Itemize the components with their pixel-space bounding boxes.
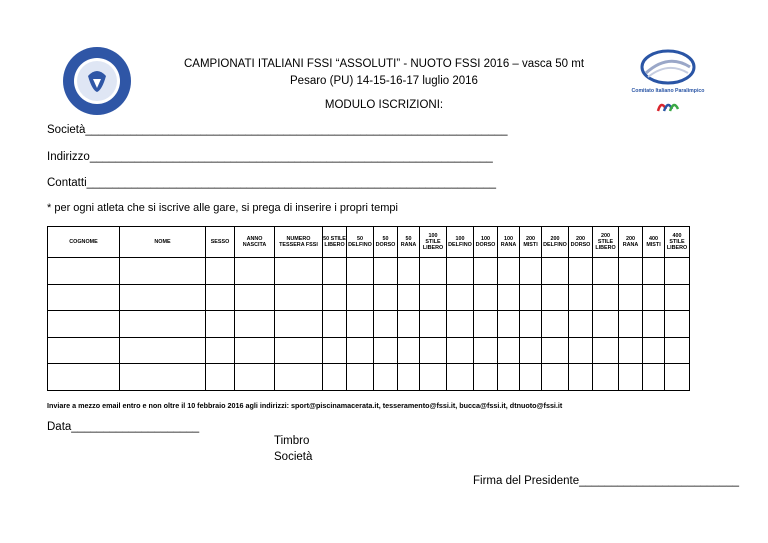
table-cell[interactable] [474, 258, 498, 285]
table-cell[interactable] [542, 337, 569, 364]
table-cell[interactable] [569, 258, 593, 285]
column-header-text: DELFINO [448, 242, 472, 248]
column-header-text: 50 [357, 235, 363, 242]
table-cell[interactable] [542, 311, 569, 338]
table-cell[interactable] [593, 284, 619, 311]
column-header-text: STILE [597, 238, 614, 245]
table-cell[interactable] [447, 284, 474, 311]
table-row [48, 311, 690, 338]
table-cell[interactable] [619, 284, 643, 311]
table-cell[interactable] [420, 337, 447, 364]
table-cell[interactable] [474, 364, 498, 391]
column-header-text: COGNOME [69, 238, 98, 245]
table-cell[interactable] [420, 284, 447, 311]
column-header [542, 227, 569, 258]
table-cell[interactable] [374, 258, 398, 285]
column-header-text: 100 [481, 235, 490, 242]
column-header-text: 200 [626, 235, 635, 242]
table-cell[interactable] [120, 311, 206, 338]
column-header-text: NOME [154, 238, 171, 245]
column-header-text: 100 [428, 232, 438, 239]
column-header-text: ANNO [246, 235, 263, 242]
table-cell[interactable] [420, 258, 447, 285]
column-header [619, 227, 643, 258]
column-header [474, 227, 498, 258]
table-cell[interactable] [398, 311, 420, 338]
table-cell[interactable] [619, 364, 643, 391]
table-cell[interactable] [275, 337, 323, 364]
column-header [520, 227, 542, 258]
contatti-field[interactable]: Contatti________________________________________________________________ [47, 177, 496, 189]
column-header-text: STILE [425, 238, 441, 245]
table-cell[interactable] [374, 364, 398, 391]
column-header [498, 227, 520, 258]
table-row [48, 284, 690, 311]
table-cell[interactable] [420, 364, 447, 391]
column-header-text: RANA [500, 242, 517, 248]
table-cell[interactable] [398, 284, 420, 311]
table-cell[interactable] [498, 258, 520, 285]
column-header [275, 227, 323, 258]
column-header [120, 227, 206, 258]
column-header-text: SESSO [210, 238, 230, 245]
table-cell[interactable] [474, 311, 498, 338]
table-cell[interactable] [347, 284, 374, 311]
table-cell[interactable] [206, 258, 235, 285]
column-header [374, 227, 398, 258]
column-header-text: DELFINO [543, 242, 567, 248]
table-cell[interactable] [275, 284, 323, 311]
table-cell[interactable] [275, 311, 323, 338]
table-cell[interactable] [643, 311, 665, 338]
column-header [665, 227, 690, 258]
table-cell[interactable] [542, 364, 569, 391]
table-cell[interactable] [347, 364, 374, 391]
table-cell[interactable] [665, 258, 690, 285]
column-header-text: 50 [405, 235, 412, 242]
title-line-1: CAMPIONATI ITALIANI FSSI “ASSOLUTI” - NUOTO FSSI 2016 – vasca 50 mt [183, 58, 585, 70]
table-header-row [48, 227, 690, 258]
president-signature-field[interactable]: Firma del Presidente_________________________ [473, 475, 739, 487]
column-header [323, 227, 347, 258]
data-field[interactable]: Data____________________ [47, 421, 200, 433]
table-cell[interactable] [643, 258, 665, 285]
table-cell[interactable] [665, 337, 690, 364]
table-cell[interactable] [665, 364, 690, 391]
table-cell[interactable] [420, 311, 447, 338]
column-header-text: DORSO [375, 242, 396, 248]
indirizzo-field[interactable]: Indirizzo_______________________________________________________________ [47, 151, 493, 163]
cip-logo-text: Comitato Italiano Paralimpico [631, 88, 705, 94]
table-cell[interactable] [235, 364, 275, 391]
table-cell[interactable] [235, 258, 275, 285]
column-header-text: NASCITA [242, 242, 267, 248]
table-cell[interactable] [235, 337, 275, 364]
column-header-text: NUMERO [286, 235, 311, 242]
column-header-text: 400 [649, 235, 658, 242]
table-cell[interactable] [569, 284, 593, 311]
column-header-text: LIBERO [324, 242, 345, 248]
column-header-text: STILE [669, 238, 685, 245]
table-cell[interactable] [498, 284, 520, 311]
table-cell[interactable] [569, 337, 593, 364]
table-cell[interactable] [235, 311, 275, 338]
table-cell[interactable] [569, 364, 593, 391]
table-cell[interactable] [474, 337, 498, 364]
table-cell[interactable] [665, 284, 690, 311]
column-header [420, 227, 447, 258]
table-cell[interactable] [347, 337, 374, 364]
table-cell[interactable] [542, 284, 569, 311]
column-header-text: 100 [504, 235, 513, 242]
table-cell[interactable] [619, 311, 643, 338]
column-header-text: 200 [550, 235, 560, 242]
column-header [593, 227, 619, 258]
timbro-label: Timbro [274, 435, 310, 447]
table-cell[interactable] [374, 311, 398, 338]
table-cell[interactable] [323, 337, 347, 364]
instruction-note: * per ogni atleta che si iscrive alle gare, si prega di inserire i propri tempi [47, 202, 398, 214]
column-header-text: 100 [455, 235, 465, 242]
column-header-text: RANA [400, 242, 417, 248]
table-cell[interactable] [323, 258, 347, 285]
table-cell[interactable] [48, 364, 120, 391]
column-header-text: TESSERA FSSI [279, 242, 318, 248]
column-header-text: 200 [601, 232, 610, 239]
table-cell[interactable] [48, 284, 120, 311]
table-cell[interactable] [120, 364, 206, 391]
table-cell[interactable] [398, 337, 420, 364]
form-title: MODULO ISCRIZIONI: [324, 99, 444, 111]
table-cell[interactable] [498, 337, 520, 364]
table-cell[interactable] [593, 311, 619, 338]
table-cell[interactable] [643, 337, 665, 364]
submission-note: Inviare a mezzo email entro e non oltre il 10 febbraio 2016 agli indirizzi: sport@piscinamacerata.it, tesseramento@fssi.it, bucca@fssi.it, dtnuoto@fssi.it [47, 401, 563, 410]
table-cell[interactable] [447, 364, 474, 391]
table-cell[interactable] [120, 337, 206, 364]
column-header [206, 227, 235, 258]
table-cell[interactable] [398, 258, 420, 285]
table-cell[interactable] [323, 364, 347, 391]
table-cell[interactable] [374, 284, 398, 311]
table-cell[interactable] [120, 258, 206, 285]
table-cell[interactable] [447, 258, 474, 285]
table-cell[interactable] [593, 258, 619, 285]
table-cell[interactable] [447, 337, 474, 364]
column-header-text: RANA [622, 242, 639, 248]
column-header-text: LIBERO [422, 245, 444, 252]
table-cell[interactable] [235, 284, 275, 311]
table-cell[interactable] [447, 311, 474, 338]
table-cell[interactable] [520, 337, 542, 364]
table-cell[interactable] [498, 364, 520, 391]
table-cell[interactable] [593, 364, 619, 391]
table-cell[interactable] [48, 337, 120, 364]
table-cell[interactable] [643, 364, 665, 391]
table-cell[interactable] [275, 364, 323, 391]
column-header-text: 50 STILE [323, 235, 346, 242]
column-header-text: DELFINO [348, 242, 372, 248]
table-cell[interactable] [48, 258, 120, 285]
entry-table [47, 226, 690, 391]
table-cell[interactable] [520, 311, 542, 338]
column-header [447, 227, 474, 258]
societa-field[interactable]: Società__________________________________________________________________ [47, 124, 508, 136]
table-cell[interactable] [323, 284, 347, 311]
title-line-2: Pesaro (PU) 14-15-16-17 luglio 2016 [290, 75, 478, 87]
table-cell[interactable] [643, 284, 665, 311]
column-header [235, 227, 275, 258]
table-cell[interactable] [520, 258, 542, 285]
table-cell[interactable] [619, 337, 643, 364]
column-header [347, 227, 374, 258]
column-header-text: MISTI [523, 242, 538, 248]
table-row [48, 337, 690, 364]
table-cell[interactable] [275, 258, 323, 285]
column-header-text: MISTI [646, 242, 661, 248]
table-cell[interactable] [593, 337, 619, 364]
table-cell[interactable] [398, 364, 420, 391]
column-header-text: 400 [672, 232, 682, 239]
table-cell[interactable] [347, 258, 374, 285]
table-cell[interactable] [374, 337, 398, 364]
table-cell[interactable] [347, 311, 374, 338]
column-header-text: DORSO [475, 242, 496, 248]
column-header-text: DORSO [570, 242, 591, 248]
table-cell[interactable] [520, 284, 542, 311]
column-header-text: LIBERO [666, 245, 688, 252]
column-header-text: LIBERO [595, 245, 616, 252]
column-header-text: 50 [382, 235, 389, 242]
column-header-text: 200 [576, 235, 585, 242]
table-cell[interactable] [120, 284, 206, 311]
column-header [398, 227, 420, 258]
table-cell[interactable] [665, 311, 690, 338]
column-header [48, 227, 120, 258]
table-cell[interactable] [520, 364, 542, 391]
table-row [48, 258, 690, 285]
table-cell[interactable] [542, 258, 569, 285]
table-cell[interactable] [206, 284, 235, 311]
table-cell[interactable] [498, 311, 520, 338]
table-cell[interactable] [474, 284, 498, 311]
table-cell[interactable] [569, 311, 593, 338]
table-cell[interactable] [206, 337, 235, 364]
societa-stamp-label: Società [274, 451, 313, 463]
table-cell[interactable] [206, 311, 235, 338]
column-header [569, 227, 593, 258]
table-cell[interactable] [323, 311, 347, 338]
table-cell[interactable] [206, 364, 235, 391]
table-row [48, 364, 690, 391]
table-cell[interactable] [48, 311, 120, 338]
column-header-text: 200 [526, 235, 535, 242]
column-header [643, 227, 665, 258]
table-cell[interactable] [619, 258, 643, 285]
